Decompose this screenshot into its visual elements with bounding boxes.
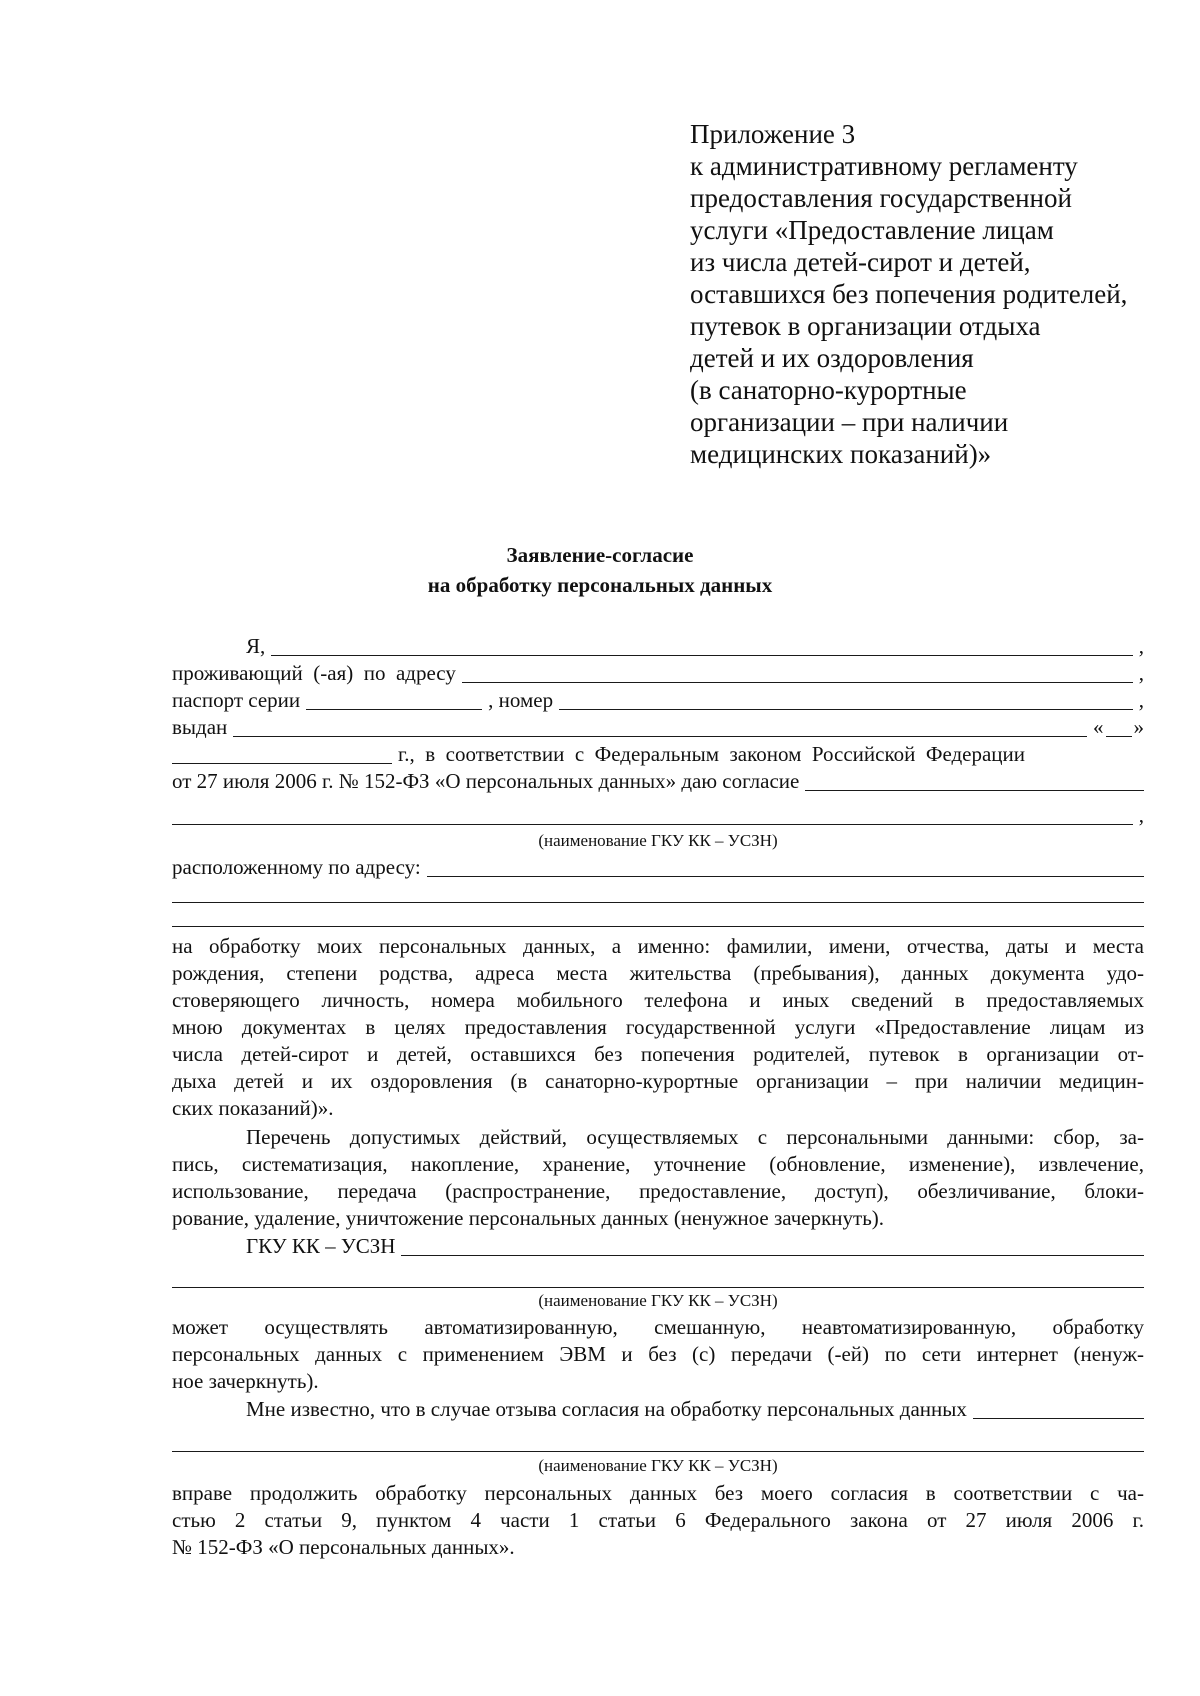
label-passport-number: , номер	[488, 688, 554, 712]
row-operator-address	[172, 853, 1144, 880]
caption-revocation-org: (наименование ГКУ КК – УСЗН)	[538, 1456, 778, 1475]
row-org-name-2	[172, 1264, 1144, 1291]
revocation-org-field-2[interactable]	[172, 1450, 1144, 1452]
row-consent	[172, 767, 1144, 794]
issue-month-field[interactable]	[172, 762, 392, 764]
paragraph-allowed-actions	[172, 1124, 1144, 1232]
text-line: персональных данных с применением ЭВМ и без (с) передачи (-ей) по сети интернет (ненуж-	[172, 1342, 1144, 1366]
passport-series-field[interactable]	[306, 708, 482, 710]
operator-address-field-3[interactable]	[172, 925, 1144, 927]
text-line: № 152-ФЗ «О персональных данных».	[172, 1535, 515, 1559]
text-line: вправе продолжить обработку персональных данных без моего согласия в соответствии с ча-	[172, 1481, 1144, 1505]
operator-address-field[interactable]	[427, 875, 1144, 877]
annex-line: медицинских показаний)»	[690, 439, 992, 469]
comma: ,	[1138, 661, 1144, 685]
label-address: проживающий (-ая) по адресу	[172, 661, 456, 685]
row-revocation-org	[172, 1428, 1144, 1455]
paragraph-continued-processing	[172, 1480, 1144, 1561]
text-line: может осуществлять автоматизированную, смешанную, неавтоматизированную, обработку	[172, 1315, 1144, 1339]
row-operator-address-3	[172, 903, 1144, 930]
caption-org-name: (наименование ГКУ КК – УСЗН)	[538, 1291, 778, 1310]
text-line: ских показаний)».	[172, 1096, 334, 1120]
text-line: мною документах в целях предоставления государственной услуги «Предоставление лицам из	[172, 1015, 1144, 1039]
text-line: стью 2 статьи 9, пунктом 4 части 1 статьи 6 Федерального закона от 27 июля 2006 г.	[172, 1508, 1144, 1532]
annex-line: к административному регламенту	[690, 151, 1078, 181]
org-name-field-2[interactable]	[172, 1286, 1144, 1288]
row-operator-address-2	[172, 879, 1144, 906]
label-issued: выдан	[172, 715, 228, 739]
text-line: рование, удаление, уничтожение персональных данных (ненужное зачеркнуть).	[172, 1206, 885, 1230]
revocation-org-field[interactable]	[973, 1417, 1144, 1419]
quote-close: »	[1133, 715, 1144, 739]
row-issue-date-law	[172, 740, 1144, 767]
label-org: ГКУ КК – УСЗН	[246, 1234, 396, 1258]
org-name-field[interactable]	[401, 1254, 1144, 1256]
row-revocation	[172, 1395, 1144, 1422]
annex-line: предоставления государственной	[690, 183, 1072, 213]
annex-line: из числа детей-сирот и детей,	[690, 247, 1031, 277]
label-located-address: расположенному по адресу:	[172, 855, 421, 879]
text-line: дыха детей и их оздоровления (в санаторно-курортные организации – при наличии медицин-	[172, 1069, 1144, 1093]
issue-day-field[interactable]	[1106, 735, 1132, 737]
comma: ,	[1138, 803, 1144, 827]
annex-line: организации – при наличии	[690, 407, 1009, 437]
annex-line: детей и их оздоровления	[690, 343, 974, 373]
consent-text: от 27 июля 2006 г. № 152-ФЗ «О персональных данных» даю согласие	[172, 769, 800, 793]
annex-line: Приложение 3	[690, 119, 856, 149]
quote-open: «	[1093, 715, 1104, 739]
text-line: использование, передача (распространение, предоставление, доступ), обезличивание, блоки-	[172, 1179, 1144, 1203]
paragraph-consent-scope	[172, 933, 1144, 1122]
row-org-name	[172, 1232, 1144, 1259]
full-name-field[interactable]	[271, 654, 1132, 656]
text-line: числа детей-сирот и детей, оставшихся без попечения родителей, путевок в организации от-	[172, 1042, 1144, 1066]
comma: ,	[1138, 634, 1144, 658]
caption-operator-name: (наименование ГКУ КК – УСЗН)	[538, 831, 778, 850]
annex-line: путевок в организации отдыха	[690, 311, 1041, 341]
text-line: стоверяющего личность, номера мобильного телефона и иных сведений в предоставляемых	[172, 988, 1144, 1012]
text-line: на обработку моих персональных данных, а именно: фамилии, имени, отчества, даты и места	[172, 934, 1144, 958]
annex-block	[690, 118, 1170, 470]
annex-line: услуги «Предоставление лицам	[690, 215, 1054, 245]
comma: ,	[1138, 688, 1144, 712]
row-full-name	[172, 632, 1144, 659]
label-i: Я,	[246, 634, 266, 658]
revocation-text: Мне известно, что в случае отзыва согласия на обработку персональных данных	[246, 1397, 967, 1421]
passport-number-field[interactable]	[559, 708, 1133, 710]
row-operator-name-continued	[172, 801, 1144, 828]
row-residence-address	[172, 659, 1144, 686]
text-line: ное зачеркнуть).	[172, 1369, 319, 1393]
operator-name-field[interactable]	[805, 789, 1144, 791]
text-line: Перечень допустимых действий, осуществляемых с персональными данными: сбор, за-	[246, 1125, 1144, 1149]
text-line: рождения, степени родства, адреса места жительства (пребывания), данных документа удо-	[172, 961, 1144, 985]
paragraph-processing-modes	[172, 1314, 1144, 1395]
document-subtitle: на обработку персональных данных	[427, 573, 773, 597]
annex-line: (в санаторно-курортные	[690, 375, 967, 405]
row-issued	[172, 713, 1144, 740]
law-text: г., в соответствии с Федеральным законом Российской Федерации	[398, 742, 1026, 766]
operator-name-field-2[interactable]	[172, 823, 1133, 825]
residence-address-field[interactable]	[462, 681, 1133, 683]
text-line: пись, систематизация, накопление, хранение, уточнение (обновление, изменение), извлечение,	[172, 1152, 1144, 1176]
issued-by-field[interactable]	[233, 735, 1087, 737]
annex-line: оставшихся без попечения родителей,	[690, 279, 1128, 309]
label-passport-series: паспорт серии	[172, 688, 301, 712]
row-passport	[172, 686, 1144, 713]
document-title: Заявление-согласие	[506, 543, 694, 567]
